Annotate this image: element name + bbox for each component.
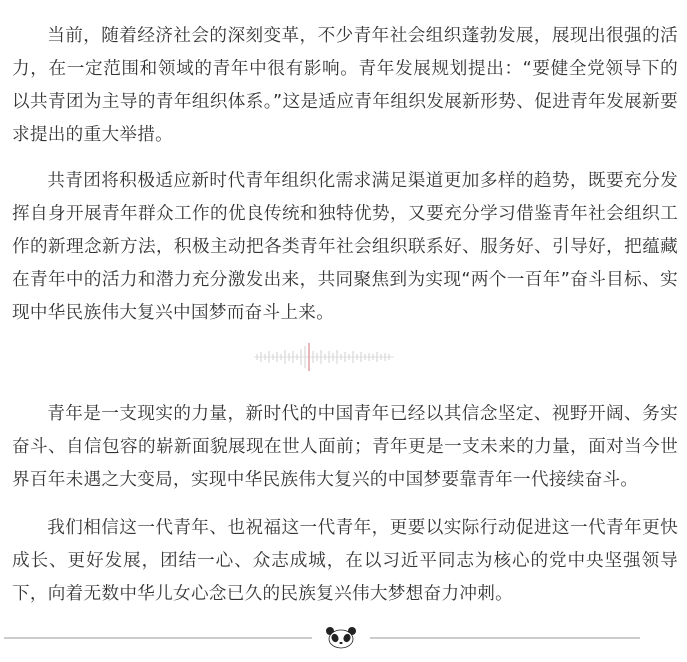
sound-wave-divider-icon (254, 342, 394, 372)
paragraph-1: 当前，随着经济社会的深刻变革，不少青年社会组织蓬勃发展，展现出很强的活力，在一定范围和领域的青年中很有影响。青年发展规划提出：“要健全党领导下的以共青团为主导的青年组织体系。”这是适应青年组织发展新形势、促进青年发展新要求提出的重大举措。 (12, 26, 678, 145)
paragraph-3: 青年是一支现实的力量，新时代的中国青年已经以其信念坚定、视野开阔、务实奋斗、自信包容的崭新面貌展现在世人面前；青年更是一支未来的力量，面对当今世界百年未遇之大变局，实现中华民族伟大复兴的中国梦要靠青年一代接续奋斗。 (12, 404, 678, 490)
panda-divider (0, 626, 687, 654)
paragraph-2: 共青团将积极适应新时代青年组织化需求满足渠道更加多样的趋势，既要充分发挥自身开展青年群众工作的优良传统和独特优势，又要充分学习借鉴青年社会组织工作的新理念新方法，积极主动把各类青年社会组织联系好、服务好、引导好，把蕴藏在青年中的活力和潜力充分激发出来，共同聚焦到为实现“两个一百年”奋斗目标、实现中华民族伟大复兴中国梦而奋斗上来。 (12, 171, 678, 323)
paragraph-4: 我们相信这一代青年、也祝福这一代青年，更要以实际行动促进这一代青年更快成长、更好发展，团结一心、众志成城，在以习近平同志为核心的党中央坚强领导下，向着无数中华儿女心念已久的民族复兴伟大梦想奋力冲刺。 (12, 518, 678, 604)
panda-face-icon (326, 627, 356, 648)
